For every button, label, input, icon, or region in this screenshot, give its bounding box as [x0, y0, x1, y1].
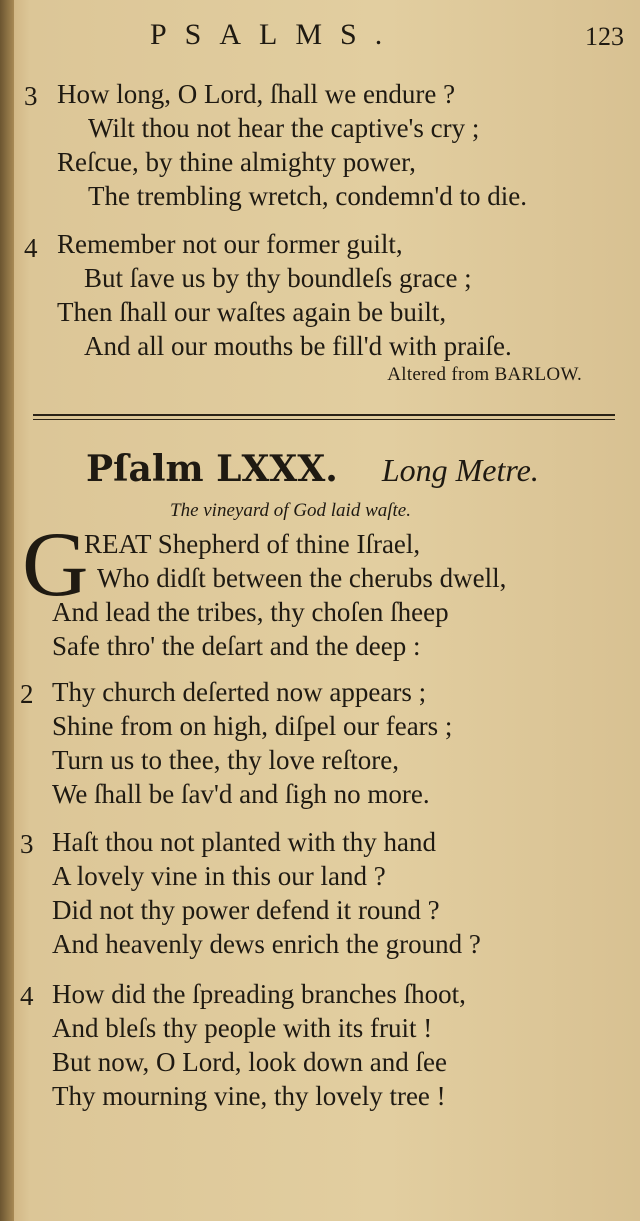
psalm-title: Pſalm LXXX. [86, 448, 338, 490]
stanza-number: 3 [24, 81, 38, 111]
verse-line: We ſhall be ſav'd and ſigh no more. [52, 779, 430, 809]
running-head: PSALMS. [150, 18, 401, 51]
verse-line: REAT Shepherd of thine Iſrael, [84, 529, 421, 559]
page-header [0, 18, 640, 58]
verse-line: How long, O Lord, ſhall we endure ? [57, 79, 456, 109]
verse-line: Did not thy power defend it round ? [52, 895, 440, 925]
verse-line: And bleſs thy people with its fruit ! [52, 1013, 433, 1043]
verse-line: Thy mourning vine, thy lovely tree ! [52, 1081, 446, 1111]
book-spine-edge [0, 0, 14, 1221]
stanza-number: 4 [24, 233, 38, 263]
section-divider [33, 414, 615, 420]
verse-line: How did the ſpreading branches ſhoot, [52, 979, 466, 1009]
verse-line: Safe thro' the deſart and the deep : [52, 631, 421, 661]
verse-line: And all our mouths be fill'd with praiſe. [84, 331, 512, 361]
verse-line: And lead the tribes, thy choſen ſheep [52, 597, 449, 627]
verse-line: Haſt thou not planted with thy hand [52, 827, 436, 857]
verse-line: Reſcue, by thine almighty power, [57, 147, 416, 177]
verse-line: Who didſt between the cherubs dwell, [97, 563, 507, 593]
verse-line: The trembling wretch, condemn'd to die. [88, 181, 527, 211]
verse-line: Thy church deſerted now appears ; [52, 677, 427, 707]
verse-line: Remember not our former guilt, [57, 229, 403, 259]
drop-cap: G [22, 513, 89, 615]
verse-line: Then ſhall our waſtes again be built, [57, 297, 447, 327]
stanza-number: 4 [20, 981, 34, 1011]
stanza-number: 3 [20, 829, 34, 859]
psalm-heading [86, 448, 539, 490]
psalm-subtitle: The vineyard of God laid waſte. [170, 500, 411, 521]
verse-line: Turn us to thee, thy love reſtore, [52, 745, 399, 775]
verse-line: A lovely vine in this our land ? [52, 861, 386, 891]
verse-line: And heavenly dews enrich the ground ? [52, 929, 481, 959]
attribution: Altered from BARLOW. [387, 364, 582, 385]
verse-line: But now, O Lord, look down and ſee [52, 1047, 447, 1077]
metre-label: Long Metre. [381, 452, 539, 488]
page-number: 123 [585, 22, 624, 51]
verse-line: But ſave us by thy boundleſs grace ; [84, 263, 472, 293]
verse-line: Wilt thou not hear the captive's cry ; [88, 113, 480, 143]
stanza-number: 2 [20, 679, 34, 709]
verse-line: Shine from on high, diſpel our fears ; [52, 711, 453, 741]
